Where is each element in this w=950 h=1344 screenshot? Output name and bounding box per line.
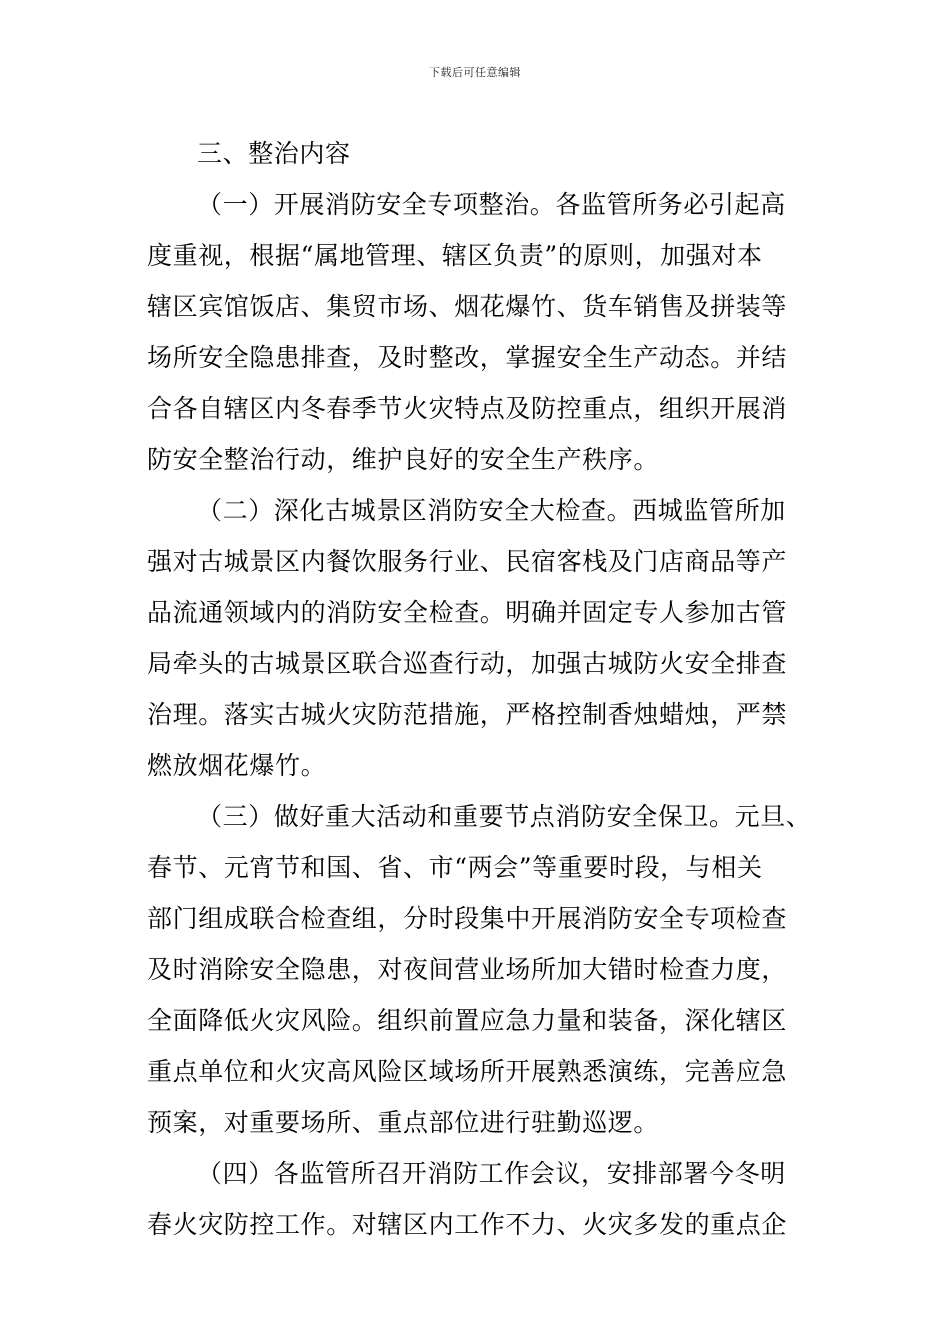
paragraph-line: 治理。落实古城火灾防范措施，严格控制香烛蜡烛，严禁 xyxy=(147,700,788,729)
paragraph-line: 预案，对重要场所、重点部位进行驻勤巡逻。 xyxy=(147,1108,660,1137)
paragraph-line: 及时消除安全隐患，对夜间营业场所加大错时检查力度， xyxy=(147,955,788,984)
paragraph-line: 春节、元宵节和国、省、市“两会”等重要时段，与相关 xyxy=(147,853,763,882)
paragraph-line: 燃放烟花爆竹。 xyxy=(147,751,327,780)
paragraph-line: （一）开展消防安全专项整治。各监管所务必引起高 xyxy=(197,190,786,219)
paragraph-line: 强对古城景区内餐饮服务行业、民宿客栈及门店商品等产 xyxy=(147,547,788,576)
paragraph-line: 合各自辖区内冬春季节火灾特点及防控重点，组织开展消 xyxy=(147,394,788,423)
paragraph-line: 局牵头的古城景区联合巡查行动，加强古城防火安全排查 xyxy=(147,649,788,678)
paragraph-4 xyxy=(147,1148,815,1250)
paragraph-line: 辖区宾馆饭店、集贸市场、烟花爆竹、货车销售及拼装等 xyxy=(147,292,788,321)
paragraph-line: 场所安全隐患排查，及时整改，掌握安全生产动态。并结 xyxy=(147,343,788,372)
page-header: 下载后可任意编辑 xyxy=(429,66,521,79)
paragraph-line: （三）做好重大活动和重要节点消防安全保卫。元旦、 xyxy=(197,802,812,831)
paragraph-2 xyxy=(147,485,815,791)
paragraph-line: 品流通领域内的消防安全检查。明确并固定专人参加古管 xyxy=(147,598,788,627)
paragraph-line: 全面降低火灾风险。组织前置应急力量和装备，深化辖区 xyxy=(147,1006,788,1035)
section-title: 三、整治内容 xyxy=(197,139,351,168)
paragraph-line: 春火灾防控工作。对辖区内工作不力、火灾多发的重点企 xyxy=(147,1210,788,1239)
paragraph-line: 度重视，根据“属地管理、辖区负责”的原则，加强对本 xyxy=(147,241,763,270)
paragraph-line: （二）深化古城景区消防安全大检查。西城监管所加 xyxy=(197,496,786,525)
paragraph-line: 重点单位和火灾高风险区域场所开展熟悉演练，完善应急 xyxy=(147,1057,788,1086)
paragraph-3 xyxy=(147,791,815,1148)
paragraph-line: 部门组成联合检查组，分时段集中开展消防安全专项检查 xyxy=(147,904,788,933)
paragraph-line: （四）各监管所召开消防工作会议，安排部署今冬明 xyxy=(197,1159,786,1188)
paragraph-1 xyxy=(147,179,815,485)
paragraph-line: 防安全整治行动，维护良好的安全生产秩序。 xyxy=(147,445,660,474)
document-body xyxy=(147,128,815,1250)
